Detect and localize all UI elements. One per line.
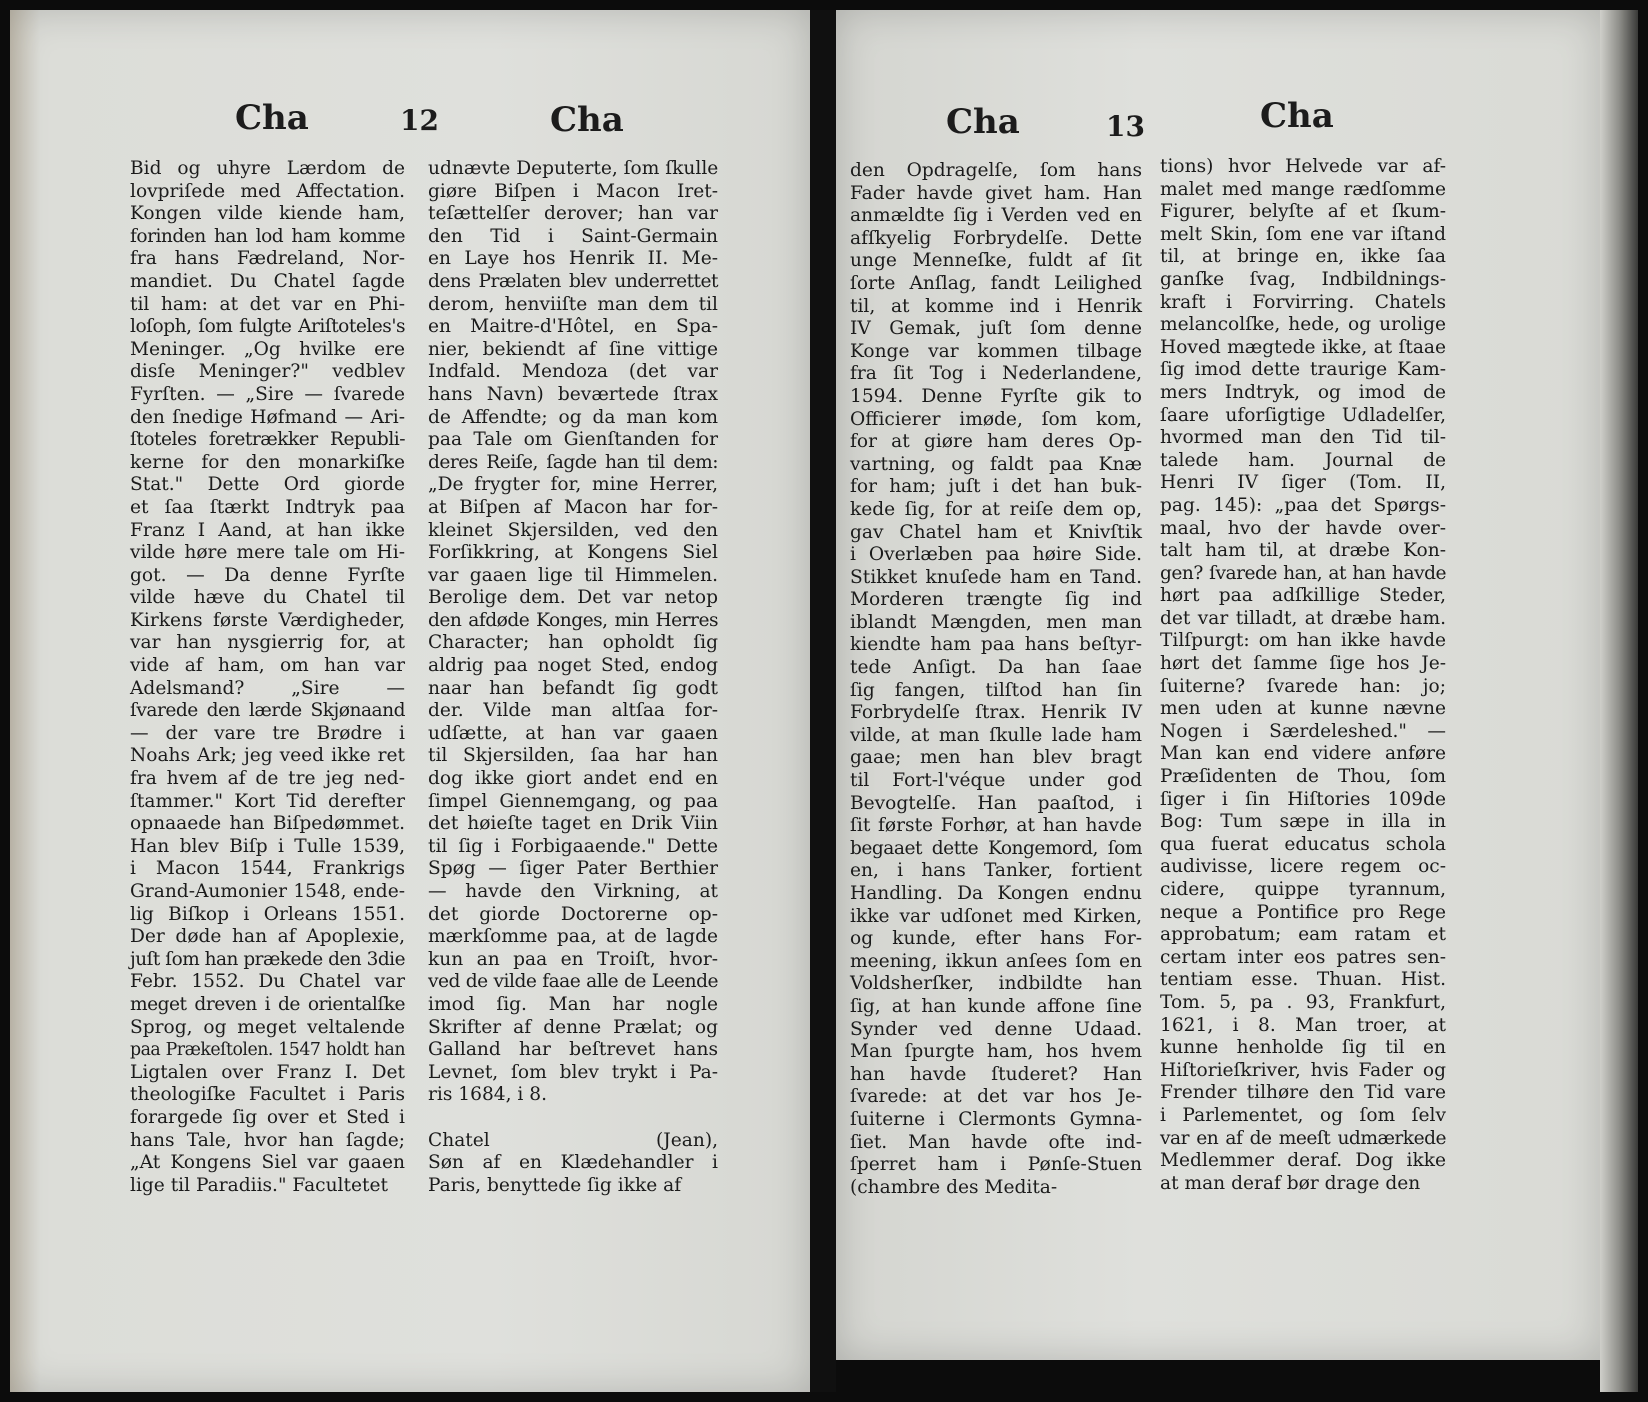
text-line: Forſikkring, at Kongens Siel bbox=[428, 542, 718, 564]
text-line: Bog: Tum sæpe in illa in bbox=[1160, 811, 1446, 833]
text-line: juſt ſom han prækede den 3die bbox=[130, 948, 405, 970]
text-line: Tom. 5, pa . 93, Frankfurt, bbox=[1160, 991, 1446, 1013]
text-line: IV Gemak, juſt ſom denne bbox=[850, 318, 1142, 340]
text-line: Hoved mægtede ikke, at ſtaae bbox=[1160, 336, 1446, 358]
book-edge-right bbox=[1600, 10, 1638, 1392]
text-line: Spøg — ſiger Pater Berthier bbox=[428, 858, 718, 880]
text-line: at man deraf bør drage den bbox=[1160, 1172, 1421, 1194]
left-page bbox=[10, 10, 810, 1392]
text-line: i Parlementet, og ſom ſelv bbox=[1160, 1104, 1446, 1126]
text-line: theologiſke Facultet i Paris bbox=[130, 1084, 405, 1106]
text-line: pag. 145): „paa det Spørgs- bbox=[1160, 494, 1446, 516]
text-line: melancolſke, hede, og urolige bbox=[1160, 314, 1446, 336]
left-page-column-1 bbox=[130, 158, 405, 1197]
text-line: Noahs Ark; jeg veed ikke ret bbox=[130, 745, 405, 767]
text-line: „At Kongens Siel var gaaen bbox=[130, 1152, 405, 1174]
text-line: udnævte Deputerte, ſom ſkulle bbox=[428, 158, 719, 179]
text-line: (chambre des Medita- bbox=[850, 1176, 1058, 1198]
right-page-header-right: Cha bbox=[1260, 96, 1334, 136]
text-line: cidere, quippe tyrannum, bbox=[1160, 879, 1446, 900]
text-line: neque a Pontifice pro Rege bbox=[1160, 901, 1446, 923]
text-line: ſiger i ſin Hiſtories 109de bbox=[1160, 788, 1446, 810]
text-line: ved de vilde faae alle de Leende bbox=[428, 971, 718, 993]
text-line: imod ſig. Man har nogle bbox=[428, 993, 718, 1015]
text-line: mærkſomme paa, at de lagde bbox=[428, 926, 718, 948]
text-line: Præſidenten de Thou, ſom bbox=[1160, 766, 1446, 788]
text-line: 1594. Denne Fyrſte gik to bbox=[850, 385, 1142, 407]
text-line: forinden han lod ham komme bbox=[130, 225, 405, 247]
text-line: i Macon 1544, Frankrigs bbox=[130, 858, 405, 880]
text-line: forargede ſig over et Sted i bbox=[130, 1106, 405, 1128]
text-line: ſtoteles foretrækker Republi- bbox=[130, 429, 405, 451]
text-line: til, at komme ind i Henrik bbox=[850, 295, 1142, 317]
text-line: udſætte, at han var gaaen bbox=[428, 722, 718, 744]
text-line: iblandt Mængden, men man bbox=[850, 611, 1142, 633]
text-line: var han nysgierrig for, at bbox=[130, 632, 405, 654]
text-line: hans Navn) beværtede ſtrax bbox=[428, 383, 718, 405]
text-line: kraft i Forvirring. Chatels bbox=[1160, 291, 1446, 313]
text-line: vilde, at man ſkulle lade ham bbox=[850, 724, 1142, 746]
text-line: Forbrydelſe ſtrax. Henrik IV bbox=[850, 702, 1142, 724]
text-line: tions) hvor Helvede var af- bbox=[1160, 156, 1446, 177]
text-line: Kirkens første Værdigheder, bbox=[130, 609, 405, 631]
text-line: var en af de meeſt udmærkede bbox=[1160, 1127, 1446, 1149]
text-line: afſkyelig Forbrydelſe. Dette bbox=[850, 227, 1142, 249]
text-line: mers Indtryk, og imod de bbox=[1160, 381, 1446, 403]
text-line: i Overlæben paa høire Side. bbox=[850, 544, 1142, 566]
text-line: unge Menneſke, fuldt af ſit bbox=[850, 250, 1142, 272]
text-line: til Fort-l'véque under god bbox=[850, 770, 1142, 792]
text-line: Meninger. „Og hvilke ere bbox=[130, 338, 405, 360]
text-line: lig Biſkop i Orleans 1551. bbox=[130, 903, 405, 925]
text-line: Frender tilhøre den Tid vare bbox=[1160, 1082, 1446, 1104]
text-line: maal, hvo der havde over- bbox=[1160, 517, 1446, 539]
text-line: giøre Biſpen i Macon Iret- bbox=[428, 180, 718, 202]
text-line: lovpriſede med Affectation. bbox=[130, 180, 405, 202]
text-line: Henri IV ſiger (Tom. II, bbox=[1160, 472, 1446, 494]
text-line: kiendte ham paa hans beſtyr- bbox=[850, 634, 1142, 656]
text-line: gen? ſvarede han, at han havde bbox=[1160, 562, 1446, 584]
text-line: det var tilladt, at dræbe ham. bbox=[1160, 607, 1446, 629]
text-line: fra hvem af de tre jeg ned- bbox=[130, 768, 405, 790]
text-line: Character; han opholdt ſig bbox=[428, 632, 718, 654]
text-line: — havde den Virkning, at bbox=[428, 881, 718, 902]
text-line: paa Prækeſtolen. 1547 holdt han bbox=[130, 1040, 405, 1061]
text-line: paa Tale om Gienſtanden for bbox=[428, 429, 718, 451]
text-line: Nogen i Særdeleshed." — bbox=[1160, 720, 1446, 742]
text-line: gaae; men han blev bragt bbox=[850, 747, 1142, 769]
text-line: at Biſpen af Macon har for- bbox=[428, 496, 718, 518]
text-line: til ſig i Forbigaaende." Dette bbox=[428, 835, 718, 857]
text-line: Handling. Da Kongen endnu bbox=[850, 883, 1142, 904]
text-line: et ſaa ſtærkt Indtryk paa bbox=[130, 496, 405, 518]
text-line: Levnet, ſom blev trykt i Pa- bbox=[428, 1061, 718, 1083]
text-line: talede ham. Journal de bbox=[1160, 449, 1446, 471]
text-line: ſit første Forhør, at han havde bbox=[850, 815, 1142, 837]
text-line: 1621, i 8. Man troer, at bbox=[1160, 1014, 1446, 1036]
text-line: for ham; juſt i det han buk- bbox=[850, 476, 1142, 498]
right-page-header-left: Cha bbox=[946, 102, 1020, 142]
text-line: vilde hæve du Chatel til bbox=[130, 587, 405, 609]
text-line: hvormed man den Tid til- bbox=[1160, 427, 1446, 449]
text-line: vide af ham, om han var bbox=[130, 655, 405, 677]
text-line: Konge var kommen tilbage bbox=[850, 340, 1142, 362]
text-line: ſig, at han kunde affone ſine bbox=[850, 995, 1142, 1017]
text-line: ſig fangen, tilſtod han ſin bbox=[850, 679, 1142, 701]
text-line: Hiſtorieſkriver, hvis Fader og bbox=[1160, 1059, 1446, 1081]
text-line: gav Chatel ham et Knivſtik bbox=[850, 521, 1142, 543]
text-line: certam inter eos patres sen- bbox=[1160, 946, 1446, 968]
text-line: fra ſit Tog i Nederlandene, bbox=[850, 363, 1142, 385]
text-line: ſorte Anſlag, fandt Leilighed bbox=[850, 272, 1142, 294]
text-line: — der vare tre Brødre i bbox=[130, 722, 405, 744]
text-line: begaaet dette Kongemord, ſom bbox=[850, 837, 1142, 859]
text-line: var gaaen lige til Himmelen. bbox=[428, 564, 718, 586]
text-line: ſig imod dette traurige Kam- bbox=[1160, 359, 1446, 381]
right-page-column-1 bbox=[850, 160, 1142, 1199]
text-line: Bid og uhyre Lærdom de bbox=[130, 158, 405, 179]
text-line: audivisse, licere regem oc- bbox=[1160, 856, 1446, 878]
text-line: aldrig paa noget Sted, endog bbox=[428, 655, 718, 677]
text-line: Ligtalen over Franz I. Det bbox=[130, 1061, 405, 1083]
text-line: Figurer, belyſte af et ſkum- bbox=[1160, 201, 1446, 223]
text-line: Skrifter af denne Prælat; og bbox=[428, 1016, 718, 1038]
text-line: det høieſte taget en Drik Viin bbox=[428, 813, 718, 835]
text-line: Berolige dem. Det var netop bbox=[428, 587, 718, 609]
text-line: ſvarede: at det var hos Je- bbox=[850, 1086, 1142, 1108]
text-line: qua fuerat educatus schola bbox=[1160, 833, 1446, 855]
text-line: ſimpel Giennemgang, og paa bbox=[428, 790, 718, 812]
text-line: nier, bekiendt af ſine vittige bbox=[428, 338, 718, 360]
text-line: fra hans Fædreland, Nor- bbox=[130, 248, 405, 270]
text-line: ganſke ſvag, Indbildnings- bbox=[1160, 268, 1446, 290]
text-line: Man ſpurgte ham, hos hvem bbox=[850, 1041, 1142, 1063]
text-line: men uden at kunne nævne bbox=[1160, 698, 1446, 720]
text-line: ſuiterne i Clermonts Gymna- bbox=[850, 1108, 1142, 1130]
text-line: den ſnedige Høfmand — Ari- bbox=[130, 406, 405, 428]
text-line: ſtammer." Kort Tid derefter bbox=[130, 790, 405, 812]
text-line: ikke var udſonet med Kirken, bbox=[850, 905, 1142, 927]
text-line: den afdøde Konges, min Herres bbox=[428, 609, 718, 631]
text-line: til ham: at det var en Phi- bbox=[130, 293, 405, 315]
right-page bbox=[836, 10, 1601, 1360]
left-page-number: 12 bbox=[400, 104, 439, 137]
text-line: kun an paa en Troiſt, hvor- bbox=[428, 948, 718, 970]
right-page-column-2 bbox=[1160, 156, 1446, 1195]
text-line: kleinet Skjersilden, ved den bbox=[428, 519, 718, 541]
text-line: ſiet. Man havde ofte ind- bbox=[850, 1131, 1142, 1153]
text-line: Kongen vilde kiende ham, bbox=[130, 203, 405, 225]
text-line: ſperret ham i Pønſe-Stuen bbox=[850, 1154, 1142, 1176]
text-line: en, i hans Tanker, fortient bbox=[850, 860, 1142, 882]
text-line: de Affendte; og da man kom bbox=[428, 406, 718, 428]
text-line: kunne henholde ſig til en bbox=[1160, 1037, 1446, 1059]
text-line: ris 1684, i 8. bbox=[428, 1084, 548, 1106]
text-line: talt ham til, at dræbe Kon- bbox=[1160, 540, 1446, 562]
text-line: den Opdragelſe, ſom hans bbox=[850, 160, 1142, 181]
text-line: til Skjersilden, ſaa har han bbox=[428, 745, 718, 767]
text-line: dog ikke giort andet end en bbox=[428, 768, 718, 790]
text-line: Galland har beſtrevet hans bbox=[428, 1039, 718, 1061]
text-line: Stat." Dette Ord giorde bbox=[130, 474, 405, 496]
text-line: dens Prælaten blev underrettet bbox=[428, 270, 718, 292]
text-line: Fader havde givet ham. Han bbox=[850, 182, 1142, 204]
text-line: kerne for den monarkiſke bbox=[130, 451, 405, 473]
text-line: opnaaede han Biſpedømmet. bbox=[130, 813, 405, 835]
left-page-column-2 bbox=[428, 158, 718, 1197]
text-line bbox=[428, 1107, 718, 1130]
left-page-header-left: Cha bbox=[235, 98, 309, 138]
text-line: ſvarede den lærde Skjønaand bbox=[130, 700, 405, 722]
text-line: ſaare uforſigtige Udladelſer, bbox=[1160, 404, 1446, 426]
text-line: Medlemmer deraf. Dog ikke bbox=[1160, 1150, 1446, 1172]
text-line: Man kan end videre anføre bbox=[1160, 743, 1446, 765]
text-line: Fyrſten. — „Sire — ſvarede bbox=[130, 383, 405, 405]
text-line: Bevogtelſe. Han paaſtod, i bbox=[850, 792, 1142, 814]
text-line: Grand-Aumonier 1548, ende- bbox=[130, 881, 405, 902]
text-line: naar han befandt ſig godt bbox=[428, 677, 718, 699]
text-line: Franz I Aand, at han ikke bbox=[130, 519, 405, 541]
text-line: hørt paa adſkillige Steder, bbox=[1160, 585, 1446, 607]
text-line: meget dreven i de orientalſke bbox=[130, 993, 405, 1015]
text-line: ſuiterne? ſvarede han: jo; bbox=[1160, 675, 1446, 697]
book-gutter bbox=[810, 10, 836, 1392]
text-line: hans Tale, hvor han ſagde; bbox=[130, 1129, 405, 1151]
text-line: teſættelſer derover; han var bbox=[428, 203, 718, 225]
text-line: Søn af en Klædehandler i bbox=[428, 1152, 718, 1174]
text-line: loſoph, ſom fulgte Ariſtoteles's bbox=[130, 316, 405, 338]
text-line: deres Reiſe, ſagde han til dem: bbox=[428, 451, 718, 473]
text-line: kede ſig, for at reiſe dem op, bbox=[850, 498, 1142, 520]
text-line: Tilſpurgt: om han ikke havde bbox=[1160, 630, 1446, 652]
text-line: meening, ikkun anſees ſom en bbox=[850, 950, 1142, 972]
text-line: derom, henviiſte man dem til bbox=[428, 293, 718, 315]
text-line: Adelsmand? „Sire — bbox=[130, 677, 405, 699]
text-line: anmældte ſig i Verden ved en bbox=[850, 205, 1142, 227]
text-line: hørt det ſamme ſige hos Je- bbox=[1160, 653, 1446, 675]
text-line: tede Anſigt. Da han ſaae bbox=[850, 657, 1142, 679]
text-line: melt Skin, ſom ene var iſtand bbox=[1160, 223, 1446, 245]
text-line: Stikket knuſede ham en Tand. bbox=[850, 566, 1142, 588]
text-line: vartning, og faldt paa Knæ bbox=[850, 453, 1142, 475]
text-line: Synder ved denne Udaad. bbox=[850, 1018, 1142, 1040]
text-line: Officierer imøde, ſom kom, bbox=[850, 408, 1142, 430]
text-line: Febr. 1552. Du Chatel var bbox=[130, 971, 405, 993]
text-line: og kunde, efter hans For- bbox=[850, 928, 1142, 950]
text-line: „De frygter for, mine Herrer, bbox=[428, 474, 718, 496]
text-line: Voldsherſker, indbildte han bbox=[850, 973, 1142, 995]
text-line: Indfald. Mendoza (det var bbox=[428, 361, 718, 383]
text-line: tentiam esse. Thuan. Hist. bbox=[1160, 969, 1446, 991]
text-line: Morderen trængte ſig ind bbox=[850, 589, 1142, 611]
right-page-number: 13 bbox=[1106, 110, 1145, 143]
text-line: approbatum; eam ratam et bbox=[1160, 924, 1446, 946]
text-line: der. Vilde man altſaa for- bbox=[428, 700, 718, 722]
text-line: Paris, benyttede ſig ikke af bbox=[428, 1174, 682, 1196]
text-line: en Laye hos Henrik II. Me- bbox=[428, 248, 718, 270]
text-line: Der døde han af Apoplexie, bbox=[130, 926, 405, 948]
text-line: han havde ſtuderet? Han bbox=[850, 1063, 1142, 1085]
text-line: lige til Paradiis." Facultetet bbox=[130, 1174, 388, 1196]
text-line: vilde høre mere tale om Hi- bbox=[130, 542, 405, 564]
text-line: mandiet. Du Chatel ſagde bbox=[130, 270, 405, 292]
text-line: Han blev Biſp i Tulle 1539, bbox=[130, 835, 405, 857]
text-line: det giorde Doctorerne op- bbox=[428, 903, 718, 925]
text-line: den Tid i Saint-Germain bbox=[428, 225, 718, 247]
text-line: malet med mange rædſomme bbox=[1160, 178, 1446, 200]
text-line: disſe Meninger?" vedblev bbox=[130, 361, 405, 383]
text-line: for at giøre ham deres Op- bbox=[850, 431, 1142, 453]
text-line: Sprog, og meget veltalende bbox=[130, 1016, 405, 1038]
text-line: got. — Da denne Fyrſte bbox=[130, 564, 405, 586]
text-line: til, at bringe en, ikke ſaa bbox=[1160, 246, 1446, 268]
text-line: Chatel (Jean), bbox=[428, 1129, 718, 1151]
text-line: en Maitre-d'Hôtel, en Spa- bbox=[428, 316, 718, 338]
left-page-header-right: Cha bbox=[550, 100, 624, 140]
